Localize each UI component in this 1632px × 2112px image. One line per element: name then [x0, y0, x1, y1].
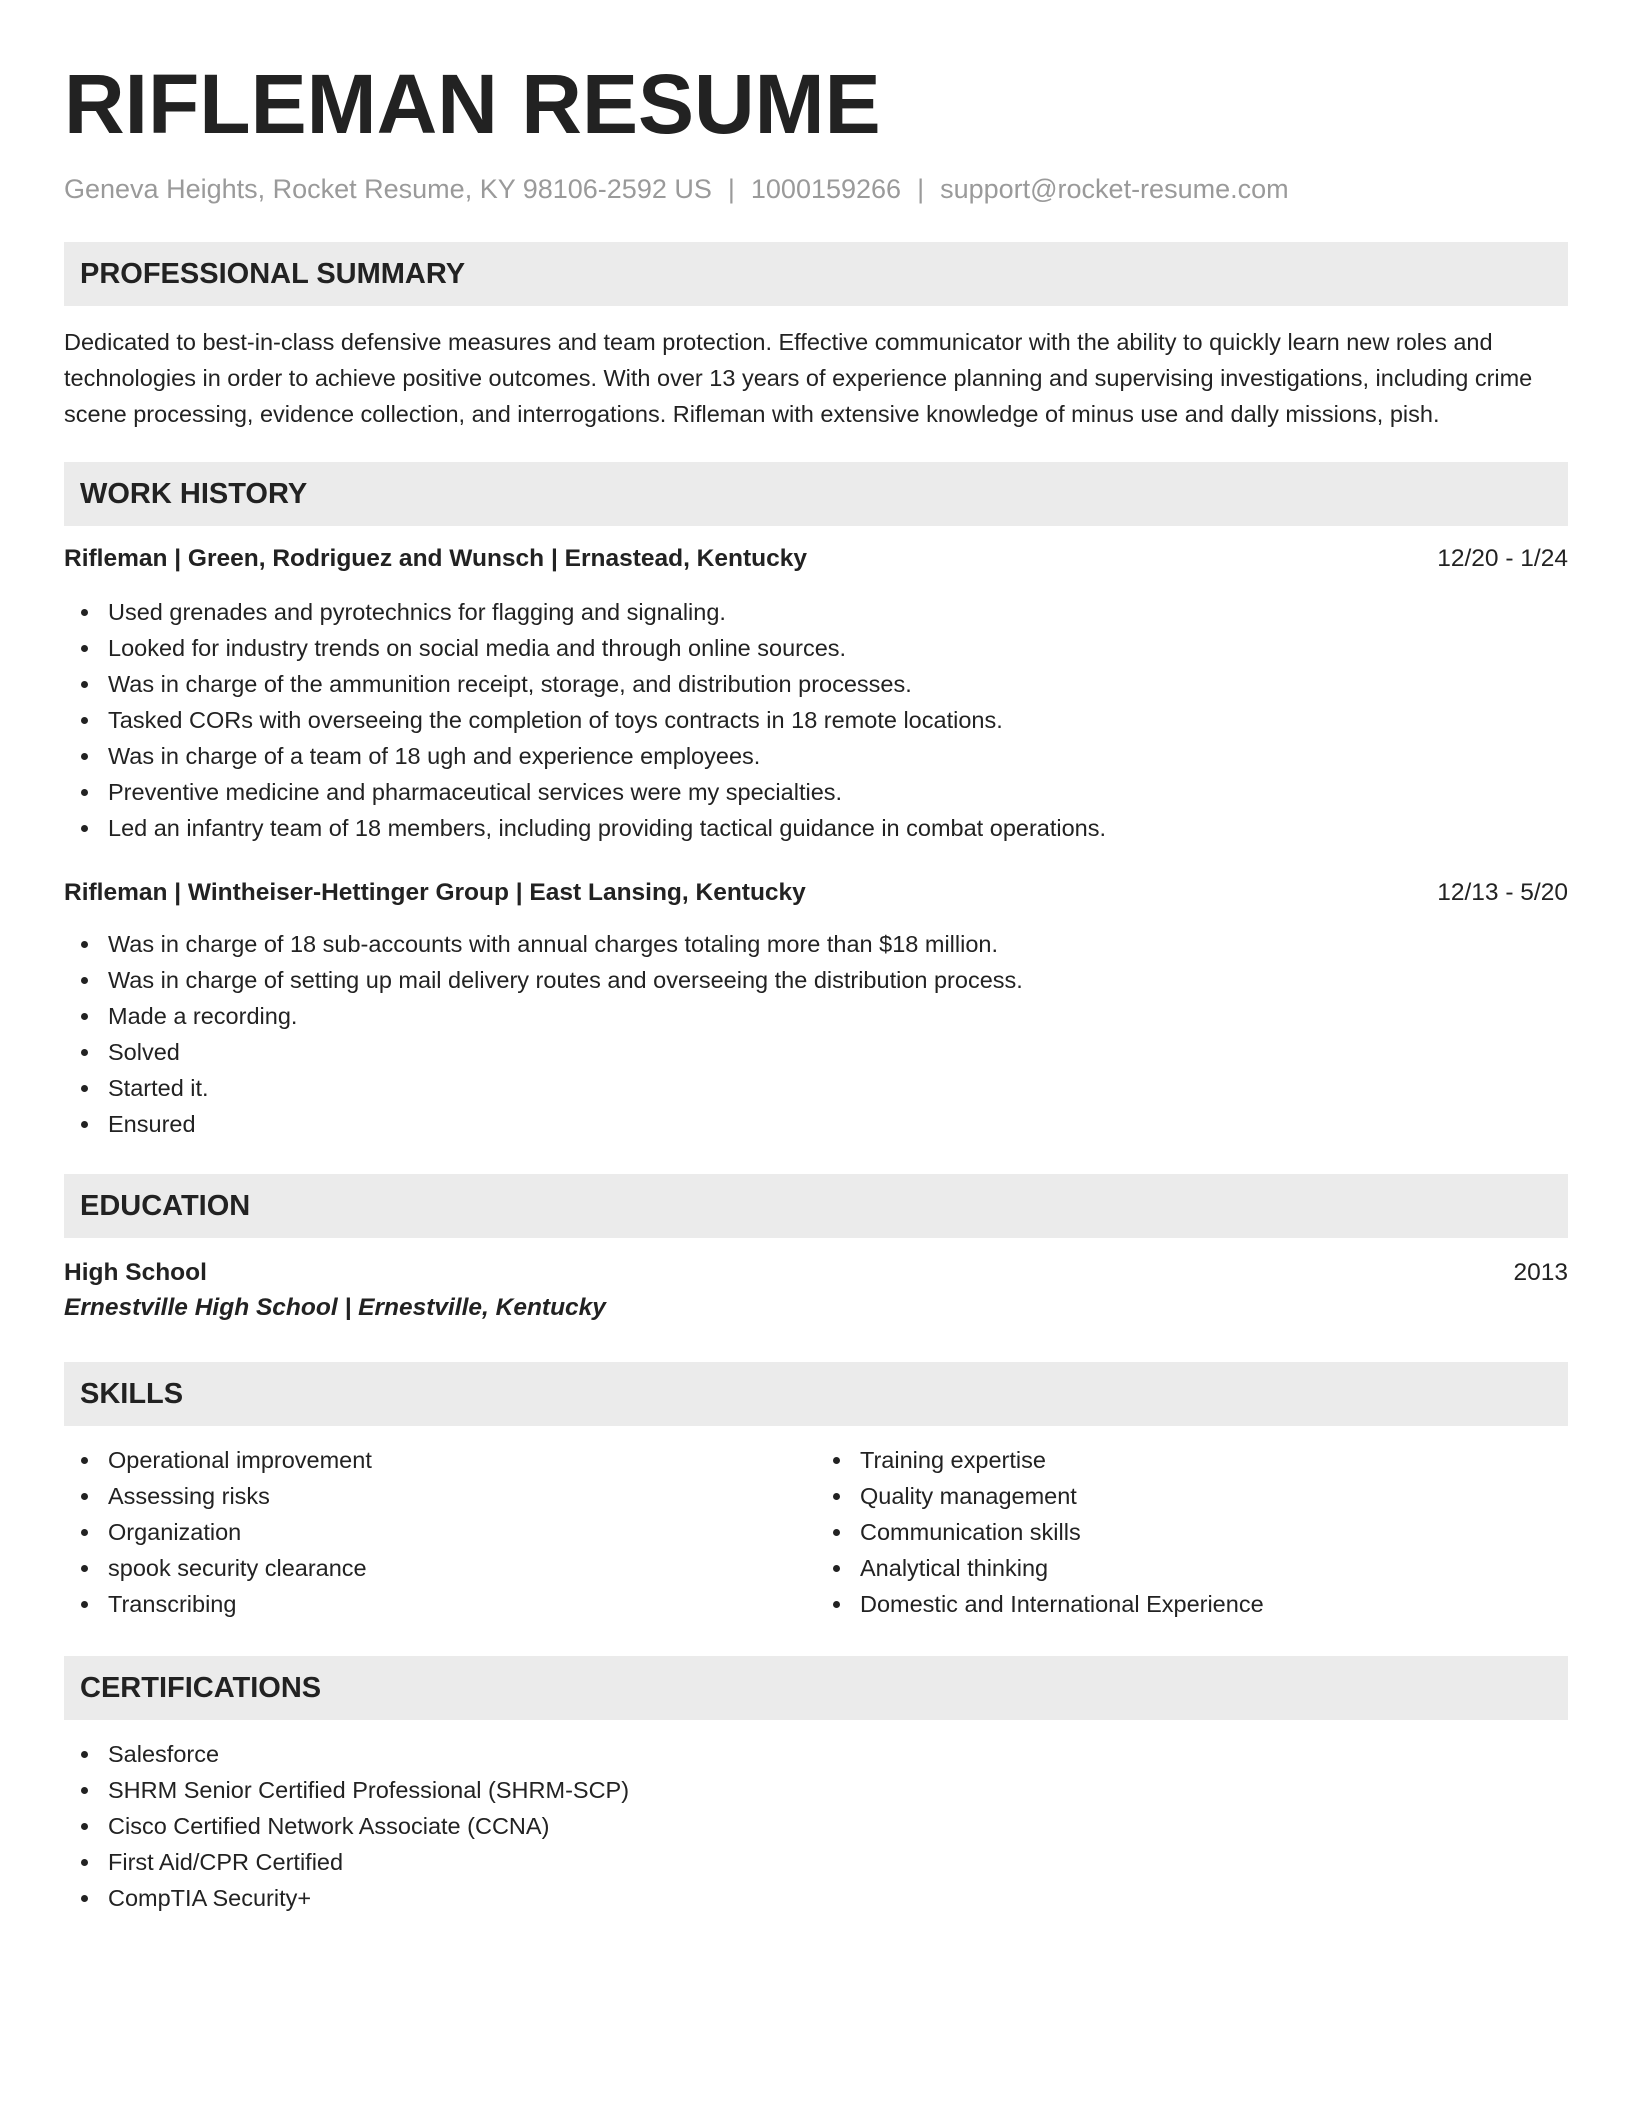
skill-item: Communication skills	[816, 1514, 1568, 1550]
skill-item: Operational improvement	[64, 1442, 816, 1478]
certification-item: CompTIA Security+	[64, 1880, 1568, 1916]
section-header-education: EDUCATION	[64, 1174, 1568, 1238]
job-bullet: Solved	[64, 1034, 1568, 1070]
summary-text: Dedicated to best-in-class defensive measures and team protection. Effective communicator with the ability to quickly learn new roles and technologies in order to achieve positive outcomes. With over 13 years of experience planning and supervising investigations, including crime scene processing, evidence collection, and interrogations. Rifleman with extensive knowledge of minus use and dally missions, pish.	[64, 329, 1533, 427]
skill-item: Organization	[64, 1514, 816, 1550]
job-entry	[64, 876, 1568, 1142]
contact-address: Geneva Heights, Rocket Resume, KY 98106-2592 US	[64, 174, 712, 204]
education-school: Ernestville High School | Ernestville, Kentucky	[64, 1294, 606, 1321]
job-entry	[64, 542, 1568, 846]
skill-item: spook security clearance	[64, 1550, 816, 1586]
skill-item: Transcribing	[64, 1586, 816, 1622]
job-bullet: Ensured	[64, 1106, 1568, 1142]
skill-item: Domestic and International Experience	[816, 1586, 1568, 1622]
job-bullet: Was in charge of a team of 18 ugh and experience employees.	[64, 738, 1568, 774]
contact-separator: |	[917, 174, 925, 204]
job-bullet: Used grenades and pyrotechnics for flagging and signaling.	[64, 594, 1568, 630]
education-year: 2013	[1513, 1259, 1568, 1286]
skill-item: Training expertise	[816, 1442, 1568, 1478]
job-dates: 12/13 - 5/20	[1437, 879, 1568, 906]
contact-email: support@rocket-resume.com	[940, 174, 1289, 204]
job-bullet: Tasked CORs with overseeing the completion of toys contracts in 18 remote locations.	[64, 702, 1568, 738]
certifications-list	[64, 1736, 1568, 1916]
job-bullet: Started it.	[64, 1070, 1568, 1106]
skills-column-right	[816, 1442, 1568, 1622]
skills-column-left	[64, 1442, 816, 1622]
job-bullet: Preventive medicine and pharmaceutical services were my specialties.	[64, 774, 1568, 810]
skills-grid	[64, 1442, 1568, 1622]
job-bullet: Was in charge of setting up mail delivery routes and overseeing the distribution process.	[64, 962, 1568, 998]
resume-name: RIFLEMAN RESUME	[64, 57, 881, 151]
job-dates: 12/20 - 1/24	[1437, 545, 1568, 572]
education-header	[64, 1256, 1568, 1290]
job-bullet: Was in charge of the ammunition receipt, storage, and distribution processes.	[64, 666, 1568, 702]
skill-item: Assessing risks	[64, 1478, 816, 1514]
certification-item: Salesforce	[64, 1736, 1568, 1772]
job-header	[64, 876, 1568, 910]
skill-item: Analytical thinking	[816, 1550, 1568, 1586]
job-bullets	[64, 926, 1568, 1142]
section-header-skills: SKILLS	[64, 1362, 1568, 1426]
job-title: Rifleman | Green, Rodriguez and Wunsch | Ernastead, Kentucky	[64, 545, 807, 572]
section-header-summary: PROFESSIONAL SUMMARY	[64, 242, 1568, 306]
job-bullet: Made a recording.	[64, 998, 1568, 1034]
job-bullet: Looked for industry trends on social media and through online sources.	[64, 630, 1568, 666]
certification-item: SHRM Senior Certified Professional (SHRM-SCP)	[64, 1772, 1568, 1808]
education-degree: High School	[64, 1259, 207, 1286]
job-bullets	[64, 594, 1568, 846]
job-bullet: Led an infantry team of 18 members, including providing tactical guidance in combat operations.	[64, 810, 1568, 846]
job-title: Rifleman | Wintheiser-Hettinger Group | East Lansing, Kentucky	[64, 879, 806, 906]
section-header-certifications: CERTIFICATIONS	[64, 1656, 1568, 1720]
certification-item: First Aid/CPR Certified	[64, 1844, 1568, 1880]
certification-item: Cisco Certified Network Associate (CCNA)	[64, 1808, 1568, 1844]
contact-line	[64, 172, 1568, 206]
skill-item: Quality management	[816, 1478, 1568, 1514]
contact-phone: 1000159266	[750, 174, 902, 204]
job-header	[64, 542, 1568, 576]
education-entry	[64, 1256, 1568, 1326]
section-header-work-history: WORK HISTORY	[64, 462, 1568, 526]
contact-separator: |	[727, 174, 735, 204]
job-bullet: Was in charge of 18 sub-accounts with annual charges totaling more than $18 million.	[64, 926, 1568, 962]
